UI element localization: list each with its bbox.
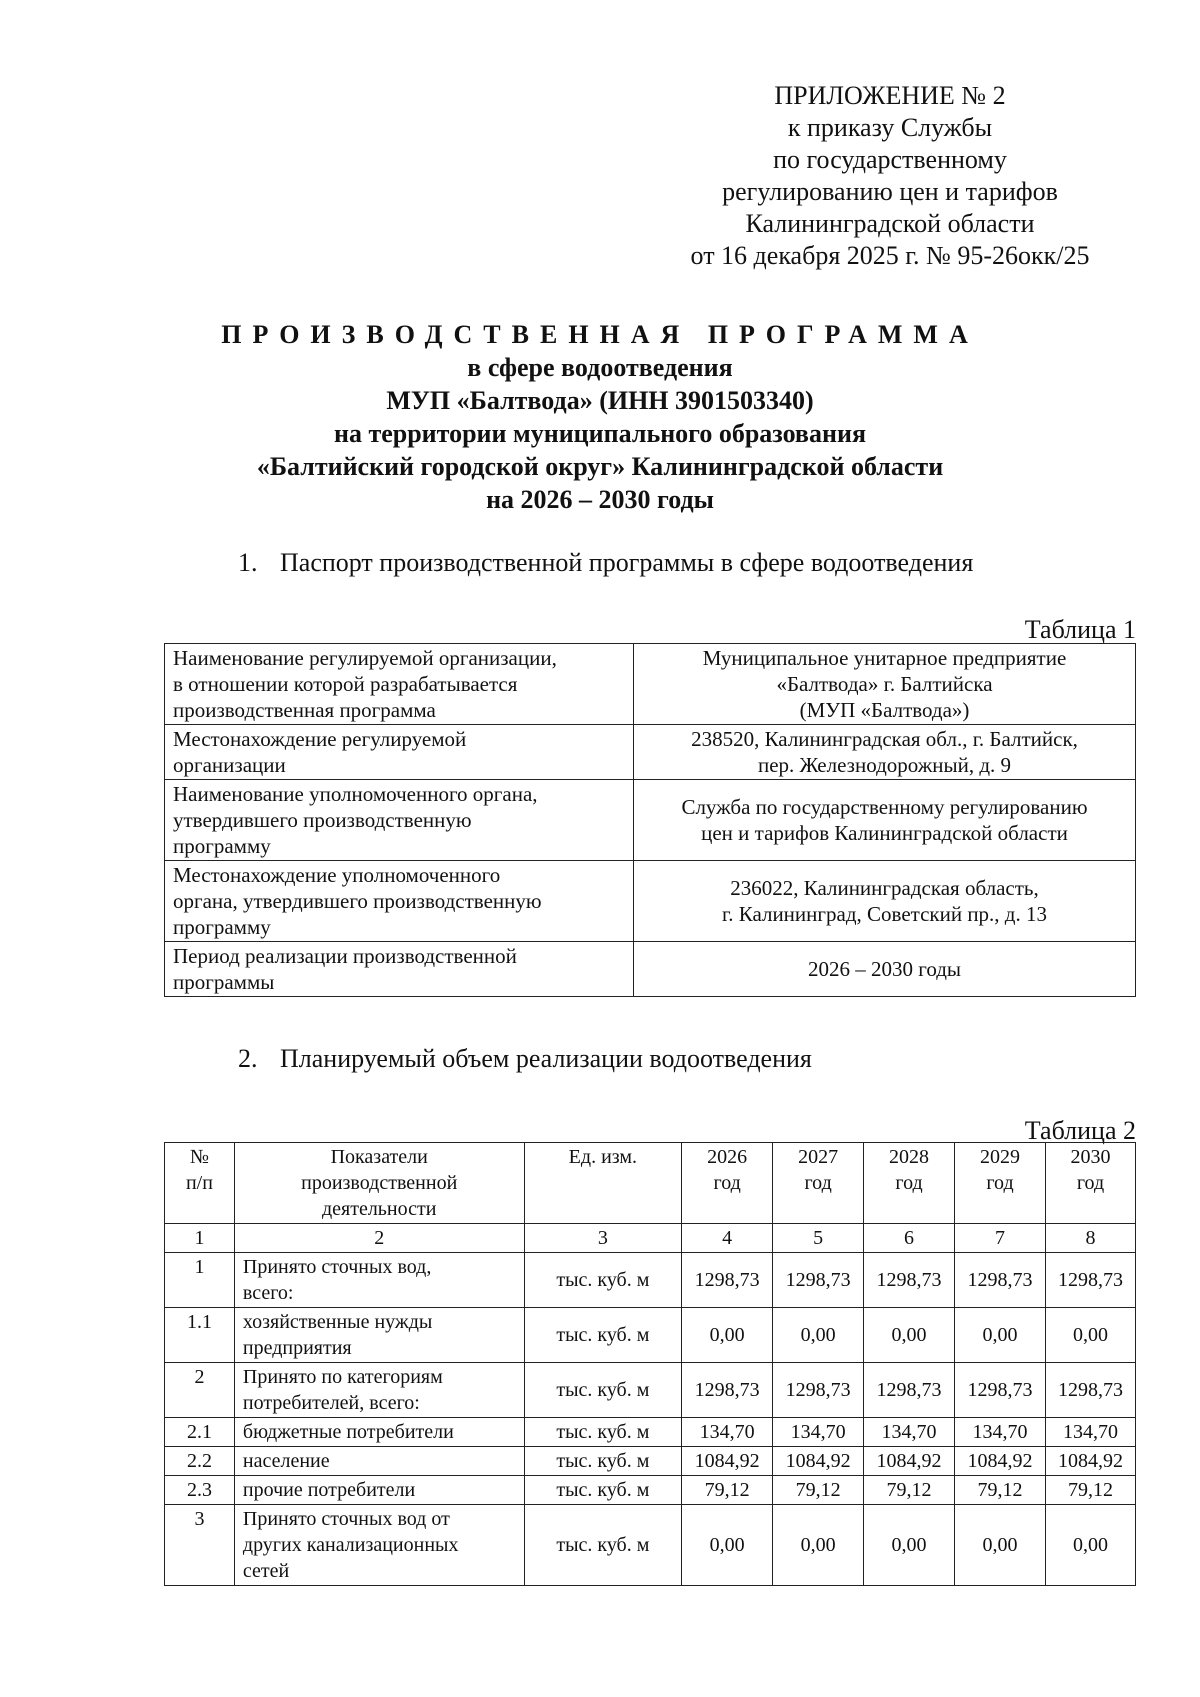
table-row [165, 725, 1136, 780]
row-value: 0,00 [1045, 1505, 1135, 1586]
appendix-line: к приказу Службы [787, 113, 993, 142]
row-label: Местонахождение уполномоченного органа, утвердившего производственную программу [165, 861, 634, 942]
row-value: 1084,92 [864, 1447, 955, 1476]
table-row [165, 942, 1136, 997]
appendix-line: по государственному [773, 145, 1007, 174]
table-row [165, 1476, 1136, 1505]
row-num: 3 [165, 1505, 235, 1586]
row-unit: тыс. куб. м [524, 1476, 682, 1505]
row-value: 134,70 [1045, 1418, 1135, 1447]
document-title [120, 318, 1080, 516]
section-number: 2. [238, 1044, 258, 1073]
section-1-heading [238, 548, 973, 578]
row-num: 2.2 [165, 1447, 235, 1476]
row-value: 0,00 [864, 1308, 955, 1363]
title-line: в сфере водоотведения [467, 353, 733, 382]
volume-table [164, 1142, 1136, 1586]
column-number: 6 [864, 1224, 955, 1253]
table-row [165, 1418, 1136, 1447]
column-number: 3 [524, 1224, 682, 1253]
row-indicator: Принято сточных вод от других канализационных сетей [234, 1505, 524, 1586]
row-unit: тыс. куб. м [524, 1308, 682, 1363]
title-line: на 2026 – 2030 годы [486, 485, 714, 514]
row-value: 1298,73 [864, 1253, 955, 1308]
row-value: 0,00 [955, 1505, 1046, 1586]
row-value: 134,70 [955, 1418, 1046, 1447]
row-value: 1084,92 [773, 1447, 864, 1476]
section-2-heading [238, 1044, 812, 1074]
row-indicator: прочие потребители [234, 1476, 524, 1505]
row-num: 2.3 [165, 1476, 235, 1505]
section-number: 1. [238, 548, 258, 577]
row-indicator: население [234, 1447, 524, 1476]
row-value: 0,00 [955, 1308, 1046, 1363]
column-number-row [165, 1224, 1136, 1253]
row-indicator: Принято по категориям потребителей, всего: [234, 1363, 524, 1418]
appendix-header [640, 80, 1140, 272]
column-number: 8 [1045, 1224, 1135, 1253]
row-value: 1298,73 [773, 1253, 864, 1308]
row-value: 1298,73 [864, 1363, 955, 1418]
table-row [165, 1505, 1136, 1586]
row-unit: тыс. куб. м [524, 1505, 682, 1586]
row-value: 0,00 [773, 1505, 864, 1586]
row-value: 0,00 [682, 1505, 773, 1586]
row-value: 134,70 [682, 1418, 773, 1447]
passport-table [164, 643, 1136, 997]
row-value: 1298,73 [1045, 1253, 1135, 1308]
column-number: 4 [682, 1224, 773, 1253]
row-value: 1298,73 [955, 1253, 1046, 1308]
table-row [165, 861, 1136, 942]
column-number: 7 [955, 1224, 1046, 1253]
row-label: Наименование регулируемой организации, в отношении которой разрабатывается производственная программа [165, 644, 634, 725]
row-unit: тыс. куб. м [524, 1418, 682, 1447]
row-value: 0,00 [1045, 1308, 1135, 1363]
row-value: Муниципальное унитарное предприятие «Балтвода» г. Балтийска (МУП «Балтвода») [634, 644, 1136, 725]
column-number: 2 [234, 1224, 524, 1253]
header-year: 2027 год [773, 1143, 864, 1224]
row-value: 1084,92 [955, 1447, 1046, 1476]
section-title: Планируемый объем реализации водоотведения [280, 1044, 812, 1073]
row-unit: тыс. куб. м [524, 1363, 682, 1418]
row-value: 79,12 [864, 1476, 955, 1505]
row-value: 134,70 [864, 1418, 955, 1447]
table-row [165, 1253, 1136, 1308]
row-label: Период реализации производственной программы [165, 942, 634, 997]
appendix-line: от 16 декабря 2025 г. № 95-26окк/25 [690, 241, 1090, 270]
row-value: 0,00 [682, 1308, 773, 1363]
row-value: 134,70 [773, 1418, 864, 1447]
title-line: «Балтийский городской округ» Калининградской области [256, 452, 944, 481]
title-line: на территории муниципального образования [333, 419, 867, 448]
table-row [165, 1363, 1136, 1418]
row-value: 79,12 [682, 1476, 773, 1505]
appendix-line: регулированию цен и тарифов [722, 177, 1058, 206]
table-row [165, 1447, 1136, 1476]
row-unit: тыс. куб. м [524, 1447, 682, 1476]
row-num: 1 [165, 1253, 235, 1308]
row-indicator: бюджетные потребители [234, 1418, 524, 1447]
title-line: МУП «Балтвода» (ИНН 3901503340) [386, 386, 814, 415]
section-title: Паспорт производственной программы в сфере водоотведения [280, 548, 974, 577]
row-indicator: Принято сточных вод, всего: [234, 1253, 524, 1308]
row-value: 79,12 [955, 1476, 1046, 1505]
column-number: 5 [773, 1224, 864, 1253]
row-value: Служба по государственному регулированию цен и тарифов Калининградской области [634, 780, 1136, 861]
header-year: 2029 год [955, 1143, 1046, 1224]
row-unit: тыс. куб. м [524, 1253, 682, 1308]
header-year: 2026 год [682, 1143, 773, 1224]
row-label: Наименование уполномоченного органа, утвердившего производственную программу [165, 780, 634, 861]
row-value: 1298,73 [1045, 1363, 1135, 1418]
row-num: 2 [165, 1363, 235, 1418]
row-value: 1084,92 [1045, 1447, 1135, 1476]
table-row [165, 1308, 1136, 1363]
table-1-caption: Таблица 1 [1024, 615, 1136, 644]
table-header-row [165, 1143, 1136, 1224]
header-year: 2030 год [1045, 1143, 1135, 1224]
title-main: ПРОИЗВОДСТВЕННАЯ ПРОГРАММА [221, 320, 979, 349]
row-num: 2.1 [165, 1418, 235, 1447]
row-value: 0,00 [864, 1505, 955, 1586]
appendix-line: ПРИЛОЖЕНИЕ № 2 [774, 81, 1006, 110]
row-value: 238520, Калининградская обл., г. Балтийск, пер. Железнодорожный, д. 9 [634, 725, 1136, 780]
table-row [165, 780, 1136, 861]
row-value: 0,00 [773, 1308, 864, 1363]
row-value: 236022, Калининградская область, г. Калининград, Советский пр., д. 13 [634, 861, 1136, 942]
header-year: 2028 год [864, 1143, 955, 1224]
table-2-caption: Таблица 2 [1024, 1116, 1136, 1145]
row-value: 79,12 [773, 1476, 864, 1505]
header-num: № п/п [165, 1143, 235, 1224]
row-value: 1298,73 [773, 1363, 864, 1418]
header-indicator: Показатели производственной деятельности [234, 1143, 524, 1224]
row-value: 79,12 [1045, 1476, 1135, 1505]
row-value: 1298,73 [955, 1363, 1046, 1418]
header-unit: Ед. изм. [524, 1143, 682, 1224]
table-row [165, 644, 1136, 725]
row-value: 1298,73 [682, 1253, 773, 1308]
row-value: 1298,73 [682, 1363, 773, 1418]
row-num: 1.1 [165, 1308, 235, 1363]
row-indicator: хозяйственные нужды предприятия [234, 1308, 524, 1363]
row-value: 2026 – 2030 годы [634, 942, 1136, 997]
column-number: 1 [165, 1224, 235, 1253]
appendix-line: Калининградской области [745, 209, 1035, 238]
row-value: 1084,92 [682, 1447, 773, 1476]
row-label: Местонахождение регулируемой организации [165, 725, 634, 780]
